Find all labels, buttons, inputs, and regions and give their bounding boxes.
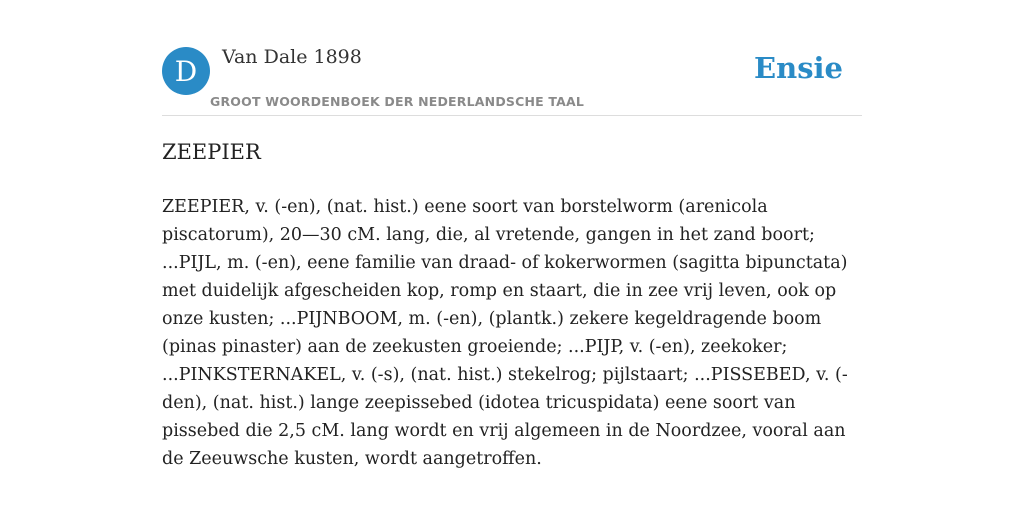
- header: [162, 46, 862, 116]
- entry-definition: ZEEPIER, v. (-en), (nat. hist.) eene soort van borstelworm (arenicola piscatorum), 20—30 cM. lang, die, al vretende, gangen in het zand boort; ...PIJL, m. (-en), eene familie van draad- of kokerwormen (sagitta bipunctata) met duidelijk afgescheiden kop, romp en staart, die in zee vrij leven, ook op onze kusten; ...PIJNBOOM, m. (-en), (plantk.) zekere kegeldragende boom (pinas pinaster) aan de zeekusten groeiende; ...PIJP, v. (-en), zeekoker; ...PINKSTERNAKEL, v. (-s), (nat. hist.) stekelrog; pijlstaart; ...PISSEBED, v. (-den), (nat. hist.) lange zeepissebed (idotea tricuspidata) eene soort van pissebed die 2,5 cM. lang wordt en vrij algemeen in de Noordzee, vooral aan de Zeeuwsche kusten, wordt aangetroffen.: [162, 197, 848, 469]
- entry-headword: ZEEPIER: [162, 140, 261, 164]
- header-divider: [162, 115, 862, 116]
- source-subtitle: GROOT WOORDENBOEK DER NEDERLANDSCHE TAAL: [210, 94, 585, 109]
- source-title[interactable]: Van Dale 1898: [222, 46, 362, 68]
- source-avatar[interactable]: D: [162, 47, 210, 95]
- brand-logo[interactable]: Ensie: [754, 51, 843, 85]
